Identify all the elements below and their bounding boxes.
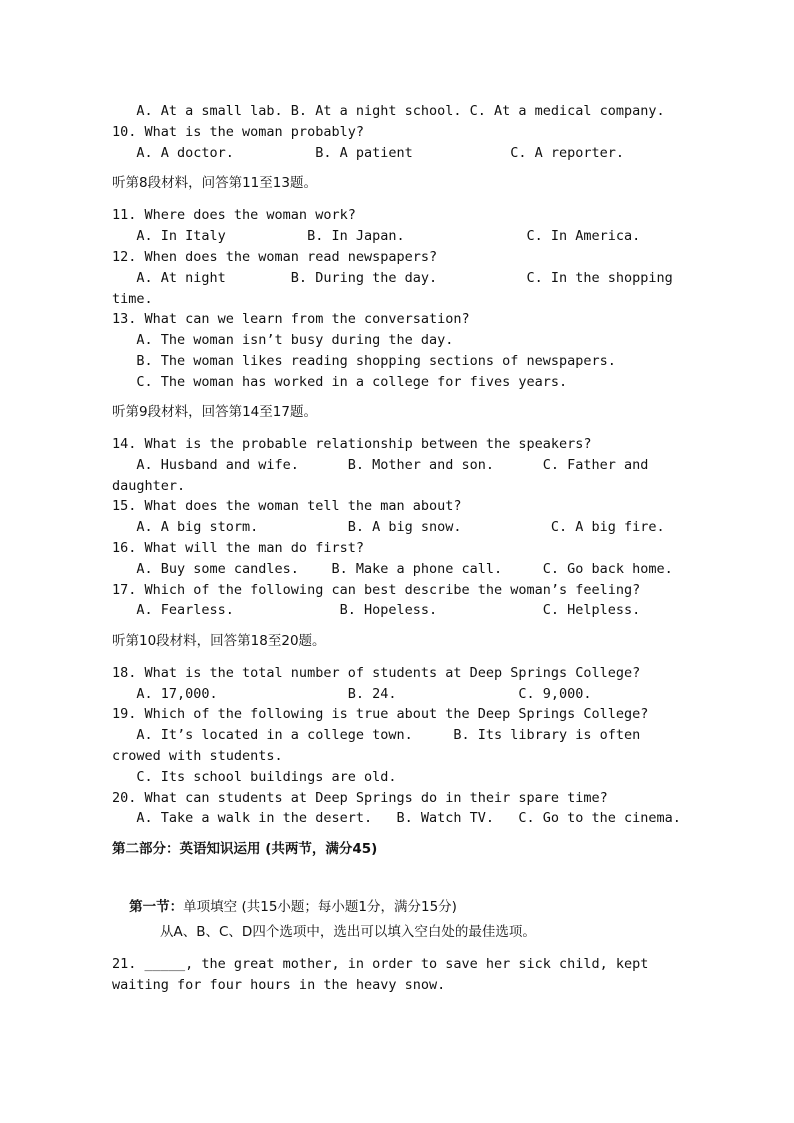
- q10-options: A. A doctor. B. A patient C. A reporter.: [112, 145, 625, 161]
- section-8-heading: 听第8段材料，问答第11至13题。: [112, 175, 317, 191]
- q11-options: A. In Italy B. In Japan. C. In America.: [112, 228, 641, 244]
- section-1-description: 单项填空 (共15小题；每小题1分，满分15分): [183, 899, 457, 915]
- q13-option-b: B. The woman likes reading shopping sections of newspapers.: [112, 353, 616, 369]
- q11-question: 11. Where does the woman work?: [112, 207, 356, 223]
- q14-options: A. Husband and wife. B. Mother and son. C. Father and: [112, 457, 649, 473]
- q16-question: 16. What will the man do first?: [112, 540, 364, 556]
- q14-question: 14. What is the probable relationship between the speakers?: [112, 436, 592, 452]
- q18-options: A. 17,000. B. 24. C. 9,000.: [112, 686, 592, 702]
- q21-question-wrap: waiting for four hours in the heavy snow.: [112, 977, 446, 993]
- instruction-text: 从A、B、C、D四个选项中，选出可以填入空白处的最佳选项。: [160, 924, 536, 940]
- q19-question: 19. Which of the following is true about the Deep Springs College?: [112, 706, 649, 722]
- q14-options-wrap: daughter.: [112, 478, 186, 494]
- q13-question: 13. What can we learn from the conversation?: [112, 311, 470, 327]
- q20-options: A. Take a walk in the desert. B. Watch TV. C. Go to the cinema.: [112, 810, 681, 826]
- q10-question: 10. What is the woman probably?: [112, 124, 364, 140]
- q19-options: A. It’s located in a college town. B. Its library is often: [112, 727, 641, 743]
- q19-options-wrap: crowed with students.: [112, 748, 283, 764]
- q18-question: 18. What is the total number of students at Deep Springs College?: [112, 665, 641, 681]
- q13-option-a: A. The woman isn’t busy during the day.: [112, 332, 454, 348]
- q9-options: A. At a small lab. B. At a night school. C. At a medical company.: [112, 103, 665, 119]
- section-10-heading: 听第10段材料，回答第18至20题。: [112, 633, 326, 649]
- q13-option-c: C. The woman has worked in a college for fives years.: [112, 374, 568, 390]
- q21-question: 21. _____, the great mother, in order to save her sick child, kept: [112, 956, 649, 972]
- q15-options: A. A big storm. B. A big snow. C. A big fire.: [112, 519, 665, 535]
- q20-question: 20. What can students at Deep Springs do in their spare time?: [112, 790, 608, 806]
- q16-options: A. Buy some candles. B. Make a phone call. C. Go back home.: [112, 561, 673, 577]
- q12-question: 12. When does the woman read newspapers?: [112, 249, 438, 265]
- section-1-label: 第一节：: [129, 899, 184, 915]
- q12-options-wrap: time.: [112, 291, 153, 307]
- q17-options: A. Fearless. B. Hopeless. C. Helpless.: [112, 602, 641, 618]
- q19-option-c: C. Its school buildings are old.: [112, 769, 397, 785]
- q12-options: A. At night B. During the day. C. In the shopping: [112, 270, 673, 286]
- section-9-heading: 听第9段材料，回答第14至17题。: [112, 404, 317, 420]
- q17-question: 17. Which of the following can best describe the woman’s feeling?: [112, 582, 641, 598]
- q15-question: 15. What does the woman tell the man about?: [112, 498, 462, 514]
- part-2-heading: 第二部分：英语知识运用 (共两节，满分45): [112, 841, 378, 857]
